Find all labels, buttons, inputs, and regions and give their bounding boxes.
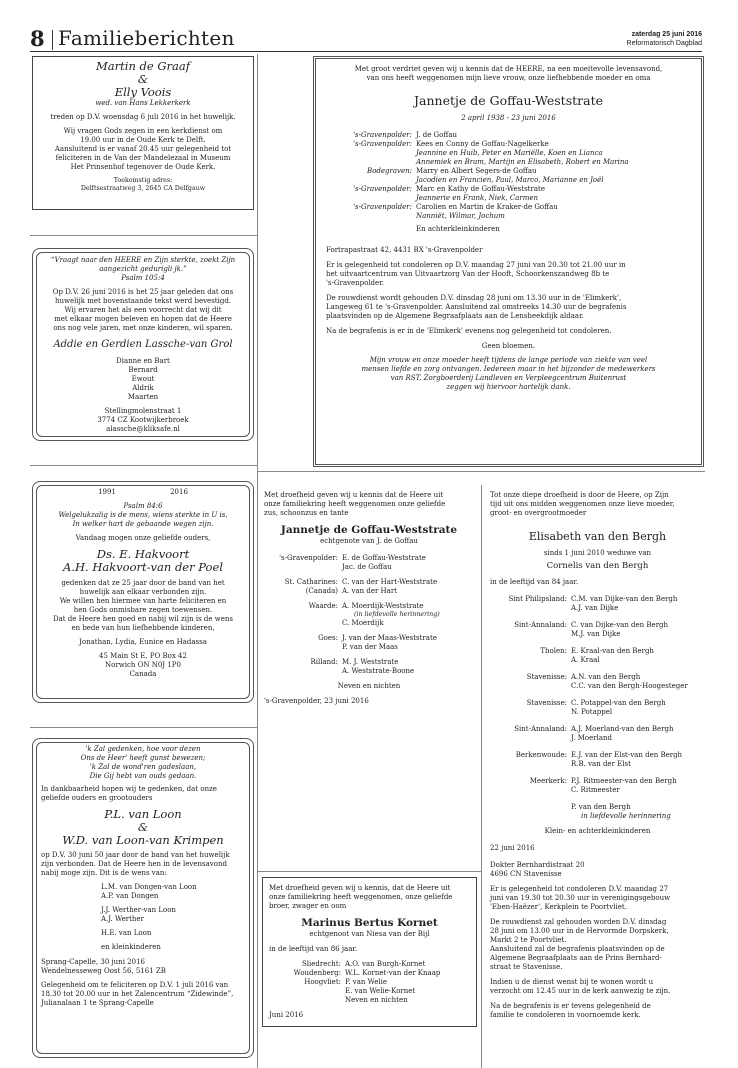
- text-line: Met droefheid geven wij u kennis dat de Heere uit: [264, 491, 444, 499]
- intro-text: [326, 65, 691, 83]
- funeral-info: [326, 294, 691, 321]
- place: Tholen:: [540, 647, 567, 655]
- place: Stavenisse:: [526, 673, 567, 681]
- grandchildren: Klein- en achterkleinkinderen: [544, 827, 651, 835]
- text-line: tijd uit ons midden weggenomen onze lieve moeder,: [490, 500, 675, 508]
- text-line: Mijn vrouw en onze moeder heeft tijdens de lange periode van ziekte van veel: [369, 356, 648, 364]
- anniversary-announcement-loon: [32, 738, 254, 1058]
- start-year: 1991: [98, 488, 116, 496]
- obituary-kornet: [262, 877, 477, 1027]
- names: [338, 658, 414, 676]
- text-line: 'Eben-Haëzer', Kerkplein te Poortvliet.: [490, 903, 627, 911]
- names: [567, 803, 671, 821]
- text-line: We willen hen hiermee van harte feliciteren en: [59, 597, 227, 605]
- text-line: Dianne en Bart: [116, 357, 170, 365]
- text-line: St. Catharines:: [284, 578, 338, 586]
- family-row: [264, 658, 474, 676]
- intro-text: [490, 491, 705, 518]
- names: [412, 185, 545, 203]
- age: in de leeftijd van 84 jaar.: [490, 578, 579, 586]
- text-line: 28 juni om 13.00 uur in de Hervormde Dorpskerk,: [490, 927, 669, 935]
- text-line: hen Gods onmisbare zegen toewensen.: [73, 606, 213, 614]
- text-line: Aldrik: [132, 384, 154, 392]
- text-line: het uitvaartcentrum van Uitvaartzorg Van der Hooft, Schoorkenszandweg 8b te: [326, 270, 610, 278]
- neven-nichten: Neven en nichten: [337, 682, 401, 691]
- text-line: Wij vragen Gods zegen in een kerkdienst om: [63, 127, 223, 135]
- place: Goes:: [318, 634, 338, 643]
- names: [338, 602, 440, 628]
- bible-quote: [41, 502, 245, 529]
- place: Hoogvliet:: [304, 978, 341, 986]
- text-line: J. Moerland: [571, 734, 612, 742]
- family-list: [326, 131, 691, 234]
- place: 's-Gravenpolder:: [353, 203, 412, 211]
- bible-quote: [41, 256, 245, 283]
- text-line: Stellingmolenstraat 1: [104, 407, 182, 415]
- row-divider-3: [30, 727, 257, 728]
- names: [412, 203, 558, 221]
- header-date: [627, 30, 702, 48]
- text-line: familie te condoleren in voornoemde kerk.: [490, 1011, 641, 1019]
- header-rule: [30, 51, 702, 52]
- after-funeral-info: Na de begrafenis is er in de 'Elimkerk' evenens nog gelegenheid tot condoleren.: [326, 327, 612, 335]
- text-line: nabij moge zijn. Dit is de wens van:: [41, 869, 167, 877]
- condolence-info: [326, 261, 691, 288]
- text-line: J.J. Werther-van Loon: [101, 906, 176, 914]
- text-line: ons nog vele jaren, met onze kinderen, wil sparen.: [53, 324, 233, 332]
- names: [567, 777, 677, 795]
- names: [338, 554, 426, 572]
- text-line: (Canada): [305, 587, 338, 595]
- funeral-info: [490, 918, 705, 972]
- text-line: C.C. van den Bergh-Hoogesteger: [571, 682, 688, 690]
- anniversary-announcement-hakvoort: [32, 481, 254, 703]
- row-divider-2: [30, 465, 257, 466]
- names: [567, 751, 682, 769]
- anniversary-text: [41, 851, 245, 878]
- names: [567, 621, 668, 639]
- place: Sint-Annaland:: [514, 725, 567, 733]
- names: [412, 167, 604, 185]
- text-line: zijn verbonden. Dat de Heere hen in de levensavond: [41, 860, 227, 868]
- family-row: [264, 634, 474, 652]
- text-line: Ons de Heer' heeft gunst bewezen;: [80, 754, 206, 762]
- place: Sint-Annaland:: [514, 621, 567, 629]
- text-line: M.J. van Dijke: [571, 630, 621, 638]
- text-line: Annemiek en Bram, Martijn en Elisabeth, Robert en Marina: [416, 158, 629, 166]
- text-line: A.P. van Dongen: [101, 892, 159, 900]
- text-line: Neven en nichten: [345, 996, 408, 1004]
- service-note: [490, 978, 705, 996]
- text-line: geliefde ouders en grootouders: [41, 794, 153, 802]
- text-line: A. van der Hart: [342, 587, 397, 595]
- text-line: C.M. van Dijke-van den Bergh: [571, 595, 678, 603]
- text-line: Jeannerie en Frank, Niek, Carmen: [416, 194, 539, 202]
- deceased-name: Marinus Bertus Kornet: [301, 917, 438, 929]
- family-row: [326, 131, 691, 140]
- reception-info: [41, 981, 245, 1008]
- family-list: [490, 595, 705, 821]
- names: [412, 131, 457, 140]
- text-line: A. Weststrate-Boone: [342, 667, 415, 676]
- text-line: Psalm 105:4: [121, 274, 165, 282]
- anniversary-announcement-lassche: [32, 248, 254, 441]
- text-line: aangezicht gedurigli jk.”: [99, 265, 187, 273]
- no-flowers: Geen bloemen.: [481, 342, 536, 350]
- text-line: Nanniët, Wilmar, Jochum: [416, 212, 505, 220]
- text-line: R.B. van der Elst: [571, 760, 631, 768]
- widow-note: wed. van Hans Lekkerkerk: [95, 99, 191, 107]
- intro-text: [41, 785, 245, 803]
- wife-name: A.H. Hakvoort-van der Poel: [63, 560, 223, 574]
- family-row: [490, 725, 705, 743]
- widow-note: sinds 1 juni 2010 weduwe van: [543, 549, 652, 557]
- family-row: [326, 203, 691, 221]
- text-line: huwelijk aan elkaar verbonden zijn.: [79, 588, 207, 596]
- text-line: Wij ervaren het als een voorrecht dat wij dit: [64, 306, 222, 314]
- text-line: 'k Zal gedenken, hoe voor dezen: [85, 745, 201, 753]
- text-line: Dokter Bernhardistraat 20: [490, 861, 585, 869]
- text-line: 45 Main St E, PO Box 42: [99, 652, 187, 660]
- text-line: in liefdevolle herinnering: [581, 812, 671, 820]
- place: [326, 225, 412, 234]
- text-line: A. Moerdijk-Weststrate: [342, 602, 424, 610]
- names: [567, 647, 654, 665]
- issue-date: zaterdag 25 juni 2016: [631, 31, 702, 38]
- text-line: C. Ritmeester: [571, 786, 620, 794]
- place: Meerkerk:: [529, 777, 567, 785]
- text-line: A.O. van Burgh-Kornet: [345, 960, 426, 968]
- anniversary-text: [41, 579, 245, 633]
- family-row: [490, 595, 705, 613]
- text-line: L.M. van Dongen-van Loon: [101, 883, 197, 891]
- text-line: In welker hart de gebaande wegen zijn.: [72, 520, 214, 528]
- text-line: Aansluitend is er vanaf 20.45 uur gelegenheid tot: [54, 145, 232, 153]
- text-line: mensen liefde en zorg ontvangen. Iedereen maar in het bijzonder de medewerkers: [361, 365, 656, 373]
- text-line: De rouwdienst zal gehouden worden D.V. dinsdag: [490, 918, 667, 926]
- text-line: Bernard: [128, 366, 158, 374]
- family-row: [264, 602, 474, 628]
- text-line: plaatsvinden op de Algemene Begraafplaats aan de Lensheekdijk aldaar.: [326, 312, 584, 320]
- deceased-name: Jannetje de Goffau-Weststrate: [280, 524, 458, 536]
- family-list: [269, 960, 470, 1005]
- text-line: Indien u de dienst wenst bij te wonen wordt u: [490, 978, 654, 986]
- text-line: A.J. van Dijke: [571, 604, 619, 612]
- names: [338, 578, 437, 596]
- wedding-announcement-graaf: [32, 56, 254, 210]
- couple-name: Addie en Gerdien Lassche-van Grol: [53, 339, 233, 350]
- family-row: [326, 225, 691, 234]
- husband-name: Ds. E. Hakvoort: [96, 547, 190, 561]
- place: 's-Gravenpolder:: [353, 185, 412, 193]
- text-line: Carolien en Martin de Kraker-de Goffau: [416, 203, 558, 211]
- family-row: [490, 699, 705, 717]
- text-line: Kees en Conny de Goffau-Nagelkerke: [416, 140, 549, 148]
- text-line: Er is gelegenheid tot condoleren op D.V. maandag 27 juni van 20.30 tot 21.00 uur in: [326, 261, 626, 269]
- text-line: van RST, Zorgboerderij Landleven en Verpleegcentrum Buitenrust: [390, 374, 627, 382]
- column-divider-1: [257, 54, 258, 1068]
- text-line: alassche@kliksafe.nl: [106, 425, 180, 433]
- place-date: 's-Gravenpolder, 23 juni 2016: [264, 697, 369, 706]
- text-line: Marry en Albert Segers-de Goffau: [416, 167, 537, 175]
- text-line: Ewout: [131, 375, 155, 383]
- place: [264, 578, 338, 596]
- column-divider-2: [481, 485, 482, 1068]
- future-address: [37, 177, 249, 194]
- place: Waarde:: [308, 602, 338, 610]
- family-row: [490, 647, 705, 665]
- names: [567, 699, 666, 717]
- text-line: Jeannine en Huib, Peter en Mariëlle, Koen en Lianca: [416, 149, 603, 157]
- obituary-goffau-main: [313, 56, 704, 467]
- text-line: De rouwdienst wordt gehouden D.V. dinsdag 28 juni om 13.30 uur in de 'Elimkerk',: [326, 294, 622, 302]
- names: [412, 225, 500, 234]
- text-line: onze familiekring heeft weggenomen, onze geliefde: [269, 893, 453, 901]
- text-line: J. de Goffau: [416, 131, 458, 139]
- text-line: Gelegenheid om te feliciteren op D.V. 1 juli 2016 van: [41, 981, 229, 989]
- text-line: E. de Goffau-Weststrate: [342, 554, 426, 562]
- date: Juni 2016: [269, 1011, 304, 1019]
- text-line: Welgelukzalig is de mens, wiens sterkte in U is,: [58, 511, 228, 519]
- text-line: A.N. van den Bergh: [571, 673, 641, 681]
- family-row: [264, 554, 474, 572]
- address: [41, 958, 245, 976]
- family-list: [101, 883, 245, 952]
- text-line: J. van der Maas-Weststrate: [342, 634, 437, 643]
- place: Rilland:: [310, 658, 338, 667]
- address: [490, 861, 705, 879]
- church-info: [37, 127, 249, 172]
- children-names: Jonathan, Lydia, Eunice en Hadassa: [79, 638, 207, 646]
- intro-text: [264, 491, 474, 518]
- age: in de leeftijd van 86 jaar.: [269, 945, 358, 953]
- text-line: zeggen wij hiervoor hartelijk dank.: [446, 383, 571, 391]
- text-line: verzocht om 12.45 uur in de kerk aanwezig te zijn.: [490, 987, 671, 995]
- text-line: juni van 19.30 tot 20.30 uur in verenigingsgebouw: [490, 894, 671, 902]
- text-line: onze familiekring heeft weggenomen onze geliefde: [264, 500, 446, 508]
- text-line: op D.V. 30 juni 50 jaar door de band van het huwelijk: [41, 851, 230, 859]
- family-row: [326, 140, 691, 167]
- text-line: P. van den Bergh: [571, 803, 631, 811]
- address: [41, 652, 245, 679]
- ampersand: &: [137, 820, 149, 834]
- address: Fortrapastraat 42, 4431 BX 's-Gravenpolder: [326, 246, 483, 254]
- text-line: Norwich ON N0J 1P0: [105, 661, 181, 669]
- text-line: huwelijk met bovenstaande tekst werd bevestigd.: [54, 297, 232, 305]
- text-line: Jacodien en Francien, Paul, Marco, Marianne en Joël: [416, 176, 604, 184]
- text-line: “Vraagt naar den HEERE en Zijn sterkte, zoekt Zijn: [50, 256, 236, 264]
- text-line: Met droefheid geven wij u kennis, dat de Heere uit: [269, 884, 451, 892]
- text-line: C. van Dijke-van den Bergh: [571, 621, 669, 629]
- text-line: Dat de Heere hen goed en nabij wil zijn is de wens: [52, 615, 234, 623]
- text-line: A.J. Moerland-van den Bergh: [571, 725, 674, 733]
- family-row: [490, 621, 705, 639]
- row-divider-5: [257, 871, 481, 872]
- place: Stavenisse:: [526, 699, 567, 707]
- spouse-note: echtgenoot van Niesa van der Bijl: [309, 930, 430, 938]
- row-divider-4: [257, 471, 705, 472]
- text-line: P. van Welie: [345, 978, 387, 986]
- psalm-quote: [41, 745, 245, 781]
- family-row: [269, 969, 470, 978]
- text-line: Jac. de Goffau: [342, 563, 392, 571]
- text-line: Na de begrafenis is er tevens gelegenheid de: [490, 1002, 651, 1010]
- intro-line: Vandaag mogen onze geliefde ouders,: [75, 534, 211, 542]
- text-line: Die Gij hebt van ouds gedaan.: [89, 772, 197, 780]
- family-row: [326, 167, 691, 185]
- text-line: A. Kraal: [571, 656, 600, 664]
- groom-name: Martin de Graaf: [96, 59, 190, 73]
- text-line: C. Potappel-van den Bergh: [571, 699, 666, 707]
- text-line: Canada: [129, 670, 157, 678]
- place: Bodegraven:: [367, 167, 412, 175]
- text-line: Tot onze diepe droefheid is door de Heere, op Zijn: [490, 491, 669, 499]
- row-divider-1: [30, 235, 257, 236]
- place: 's-Gravenpolder:: [353, 131, 412, 139]
- year-span: [41, 488, 245, 497]
- text-line: Sprang-Capelle, 30 juni 2016: [41, 958, 145, 966]
- text-line: 4696 CN Stavenisse: [490, 870, 562, 878]
- place: [269, 996, 341, 1005]
- text-line: Julianalaan 1 te Sprang-Capelle: [41, 999, 154, 1007]
- obituary-goffau-family: [264, 491, 474, 706]
- deceased-name: Elisabeth van den Bergh: [528, 530, 667, 543]
- family-row: [269, 978, 470, 996]
- place: Woudenberg:: [293, 969, 341, 977]
- family-row: [490, 777, 705, 795]
- intro-text: [269, 884, 470, 911]
- condolence-info: [490, 885, 705, 912]
- names: [412, 140, 629, 167]
- family-row: [269, 996, 470, 1005]
- text-line: P. van der Maas: [342, 643, 398, 652]
- family-list: [264, 554, 474, 676]
- place: Sint Philipsland:: [508, 595, 567, 603]
- text-line: Aansluitend zal de begrafenis plaatsvinden op de: [490, 945, 665, 953]
- deceased-name: Jannetje de Goffau-Weststrate: [414, 93, 603, 108]
- text-line: 19.00 uur in de Oude Kerk te Delft.: [80, 136, 206, 144]
- family-row: [490, 751, 705, 769]
- text-line: en kleinkinderen: [101, 943, 161, 951]
- family-row: [490, 673, 705, 691]
- names: [567, 725, 673, 743]
- text-line: Psalm 84:6: [123, 502, 163, 510]
- text-line: straat te Stavenisse.: [490, 963, 563, 971]
- text-line: feliciteren in de Van der Mandelezaal in Museum: [55, 154, 231, 162]
- bride-name: Elly Voois: [114, 85, 172, 99]
- text-line: In dankbaarheid hopen wij te gedenken, dat onze: [41, 785, 217, 793]
- text-line: C. van der Hart-Weststrate: [342, 578, 438, 586]
- text-line: broer, zwager en oom: [269, 902, 347, 910]
- children-list: [41, 357, 245, 402]
- text-line: H.E. van Loon: [101, 929, 152, 937]
- text-line: A.J. Werther: [101, 915, 144, 923]
- text-line: (in liefdevolle herinnering): [354, 611, 440, 618]
- header-divider: [52, 30, 53, 50]
- place: 's-Gravenpolder:: [353, 140, 412, 148]
- text-line: Algemene Begraafplaats aan de Prins Bernhard-: [490, 954, 662, 962]
- spouse-note: echtgenote van J. de Goffau: [320, 537, 418, 545]
- text-line: M. J. Weststrate: [342, 658, 399, 667]
- text-line: Met groot verdriet geven wij u kennis dat de HEERE, na een moeitevolle levensavond,: [354, 65, 663, 73]
- names: [338, 634, 437, 652]
- address: [41, 407, 245, 434]
- place: [490, 803, 567, 821]
- ampersand: &: [137, 72, 149, 86]
- names: [567, 595, 677, 613]
- text-line: W.L. Kornet-van der Knaap: [345, 969, 441, 977]
- text-line: Markt 2 te Poortvliet.: [490, 936, 567, 944]
- thanks-text: [326, 356, 691, 392]
- text-line: groot- en overgrootmoeder: [490, 509, 587, 517]
- page-number: 8: [30, 26, 45, 51]
- obituary-bergh: [490, 491, 705, 1061]
- text-line: 'k Zal de wond'ren gadeslaan,: [89, 763, 197, 771]
- wife-name: W.D. van Loon-van Krimpen: [62, 833, 224, 847]
- text-line: Er is gelegenheid tot condoleren D.V. maandag 27: [490, 885, 669, 893]
- life-dates: 2 april 1938 - 23 juni 2016: [461, 114, 556, 122]
- text-line: 18.30 tot 20.00 uur in het Zalencentrum “Zidewinde”,: [41, 990, 234, 998]
- text-line: E. Kraal-van den Bergh: [571, 647, 654, 655]
- place: Berkenwoude:: [515, 751, 567, 759]
- text-line: En achterkleinkinderen: [416, 225, 500, 233]
- text-line: van ons heeft weggenomen mijn lieve vrouw, onze liefhebbende moeder en oma: [366, 74, 651, 82]
- text-line: Wendelnesseweg Oost 56, 5161 ZB: [41, 967, 166, 975]
- husband-name: P.L. van Loon: [104, 807, 182, 821]
- text-line: Op D.V. 26 juni 2016 is het 25 jaar geleden dat ons: [52, 288, 234, 296]
- paper-name: Reformatorisch Dagblad: [626, 40, 702, 47]
- after-funeral-info: [490, 1002, 705, 1020]
- text-line: P.J. Ritmeester-van den Bergh: [571, 777, 677, 785]
- text-line: C. Moerdijk: [342, 619, 384, 628]
- text-line: Langeweg 61 te 's-Gravenpolder. Aansluitend zal omstreeks 14.30 uur de begrafenis: [326, 303, 627, 311]
- text-line: 's-Gravenpolder.: [326, 279, 384, 287]
- text-line: N. Potappel: [571, 708, 613, 716]
- family-row: [490, 803, 705, 821]
- names: [341, 978, 415, 996]
- wedding-date: treden op D.V. woensdag 6 juli 2016 in het huwelijk.: [50, 113, 236, 121]
- family-row: [326, 185, 691, 203]
- text-line: 3774 CZ Kootwijkerbroek: [97, 416, 189, 424]
- anniversary-text: [41, 288, 245, 333]
- family-row: [269, 960, 470, 969]
- text-line: Delftsestraatweg 3, 2645 CA Delfgauw: [80, 185, 206, 193]
- text-line: met elkaar mogen beleven en hopen dat de Heere: [54, 315, 232, 323]
- text-line: E.J. van der Elst-van den Bergh: [571, 751, 683, 759]
- place: 's-Gravenpolder:: [279, 554, 338, 562]
- text-line: zus, schoonzus en tante: [264, 509, 349, 517]
- family-row: [264, 578, 474, 596]
- place: Sliedrecht:: [302, 960, 341, 968]
- text-line: Marc en Kathy de Goffau-Weststrate: [416, 185, 545, 193]
- text-line: E. van Welie-Kornet: [345, 987, 416, 995]
- spouse-name: Cornelis van den Bergh: [546, 561, 649, 571]
- text-line: Het Prinsenhof tegenover de Oude Kerk.: [70, 163, 216, 171]
- names: [567, 673, 688, 691]
- text-line: en bede van hun liefhebbende kinderen,: [71, 624, 215, 632]
- text-line: Maarten: [127, 393, 159, 401]
- text-line: Toekomstig adres:: [113, 177, 173, 184]
- section-title: Familieberichten: [58, 26, 235, 50]
- end-year: 2016: [170, 488, 188, 496]
- date: 22 juni 2016: [490, 844, 535, 852]
- text-line: gedenken dat ze 25 jaar door de band van het: [61, 579, 225, 587]
